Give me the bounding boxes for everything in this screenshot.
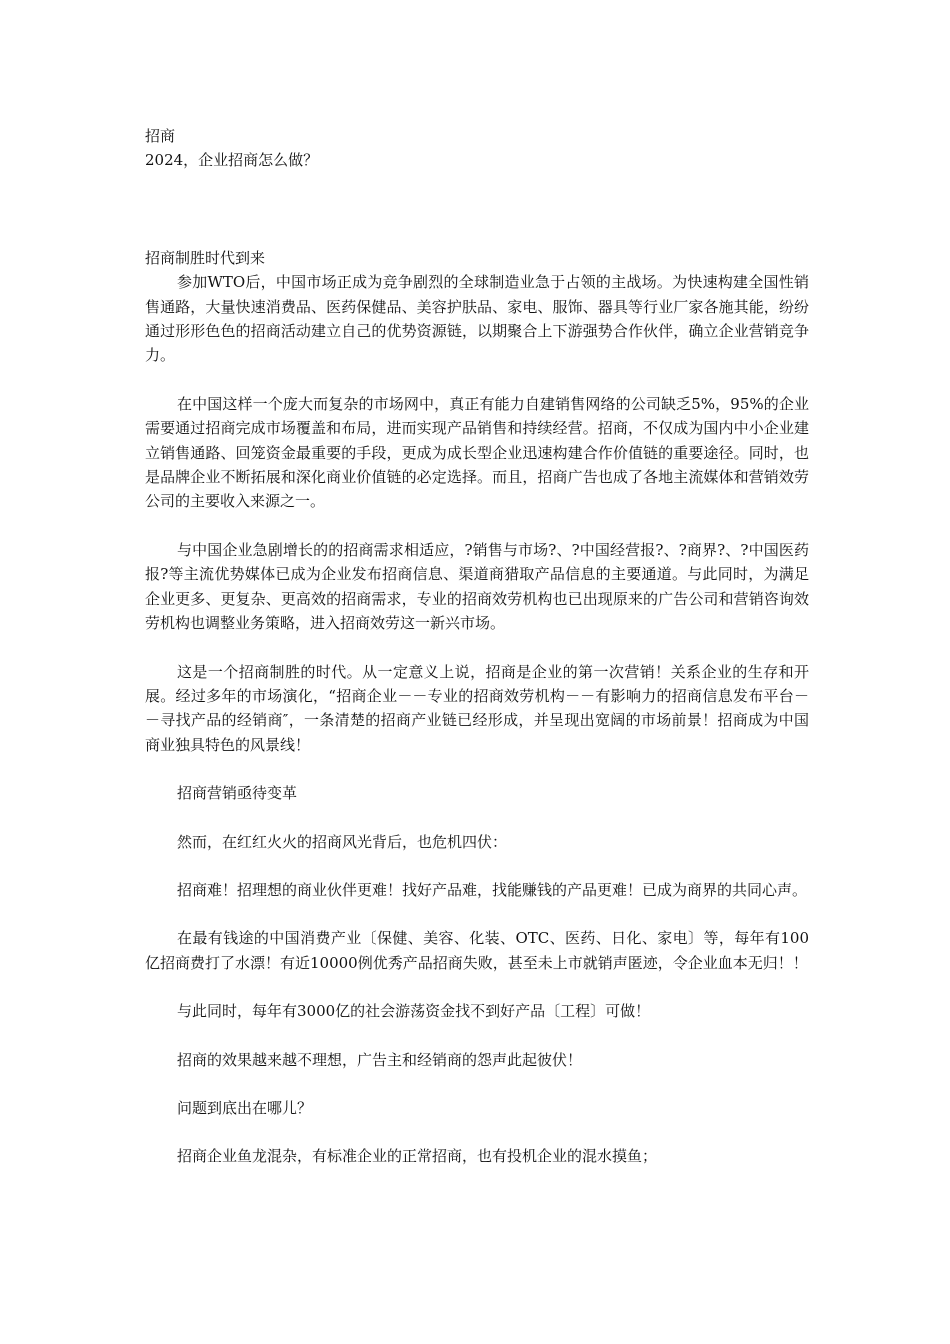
spacer [145, 173, 809, 246]
document-category: 招商 [145, 127, 176, 145]
section-heading: 招商制胜时代到来 [145, 248, 266, 267]
document-title: 2024，企业招商怎么做？ [145, 151, 319, 170]
paragraph-11: 问题到底出在哪儿？ [177, 1098, 313, 1117]
paragraph-3: 与中国企业急剧增长的的招商需求相适应，?销售与市场?、?中国经营报?、?商界?、?中国医药报?等主流优势媒体已成为企业发布招商信息、渠道商猎取产品信息的主要通道。与此同时，为满足企业更多、更复杂、更高效的招商需求，专业的招商效劳机构也已出现原来的广告公司和营销咨询效劳机构也调整业务策略，进入招商效劳这一新兴市场。 [145, 540, 809, 633]
document-page [145, 124, 809, 1169]
paragraph-2: 在中国这样一个庞大而复杂的市场网中，真正有能力自建销售网络的公司缺乏5%，95%的企业需要通过招商完成市场覆盖和布局，进而实现产品销售和持续经营。招商，不仅成为国内中小企业建立销售通路、回笼资金最重要的手段，更成为成长型企业迅速构建合作价值链的重要途径。同时，也是品牌企业不断拓展和深化商业价值链的必定选择。而且，招商广告也成了各地主流媒体和营销效劳公司的主要收入来源之一。 [145, 394, 809, 511]
paragraph-8: 在最有钱途的中国消费产业〔保健、美容、化装、OTC、医药、日化、家电〕等，每年有100亿招商费打了水漂！有近10000例优秀产品招商失败，甚至未上市就销声匿迹，令企业血本无归！！ [145, 929, 809, 972]
paragraph-4: 这是一个招商制胜的时代。从一定意义上说，招商是企业的第一次营销！关系企业的生存和开展。经过多年的市场演化，“招商企业－－专业的招商效劳机构－－有影响力的招商信息发布平台－－寻找产品的经销商″，一条清楚的招商产业链已经形成，并呈现出宽阔的市场前景！招商成为中国商业独具特色的风景线！ [145, 662, 809, 754]
paragraph-12: 招商企业鱼龙混杂，有标准企业的正常招商，也有投机企业的混水摸鱼； [177, 1147, 658, 1166]
paragraph-1: 参加WTO后，中国市场正成为竞争剧烈的全球制造业急于占领的主战场。为快速构建全国性销售通路，大量快速消费品、医药保健品、美容护肤品、家电、服饰、器具等行业厂家各施其能，纷纷通过形形色色的招商活动建立自己的优势资源链，以期聚合上下游强势合作伙伴，确立企业营销竞争力。 [145, 273, 809, 365]
subheading-marketing-reform: 招商营销亟待变革 [177, 784, 298, 803]
paragraph-9: 与此同时，每年有3000亿的社会游荡资金找不到好产品〔工程〕可做！ [177, 1002, 651, 1021]
paragraph-7: 招商难！招理想的商业伙伴更难！找好产品难，找能赚钱的产品更难！已成为商界的共同心声。 [177, 880, 808, 899]
paragraph-6: 然而，在红红火火的招商风光背后，也危机四伏： [177, 832, 508, 851]
paragraph-10: 招商的效果越来越不理想，广告主和经销商的怨声此起彼伏！ [177, 1050, 583, 1069]
